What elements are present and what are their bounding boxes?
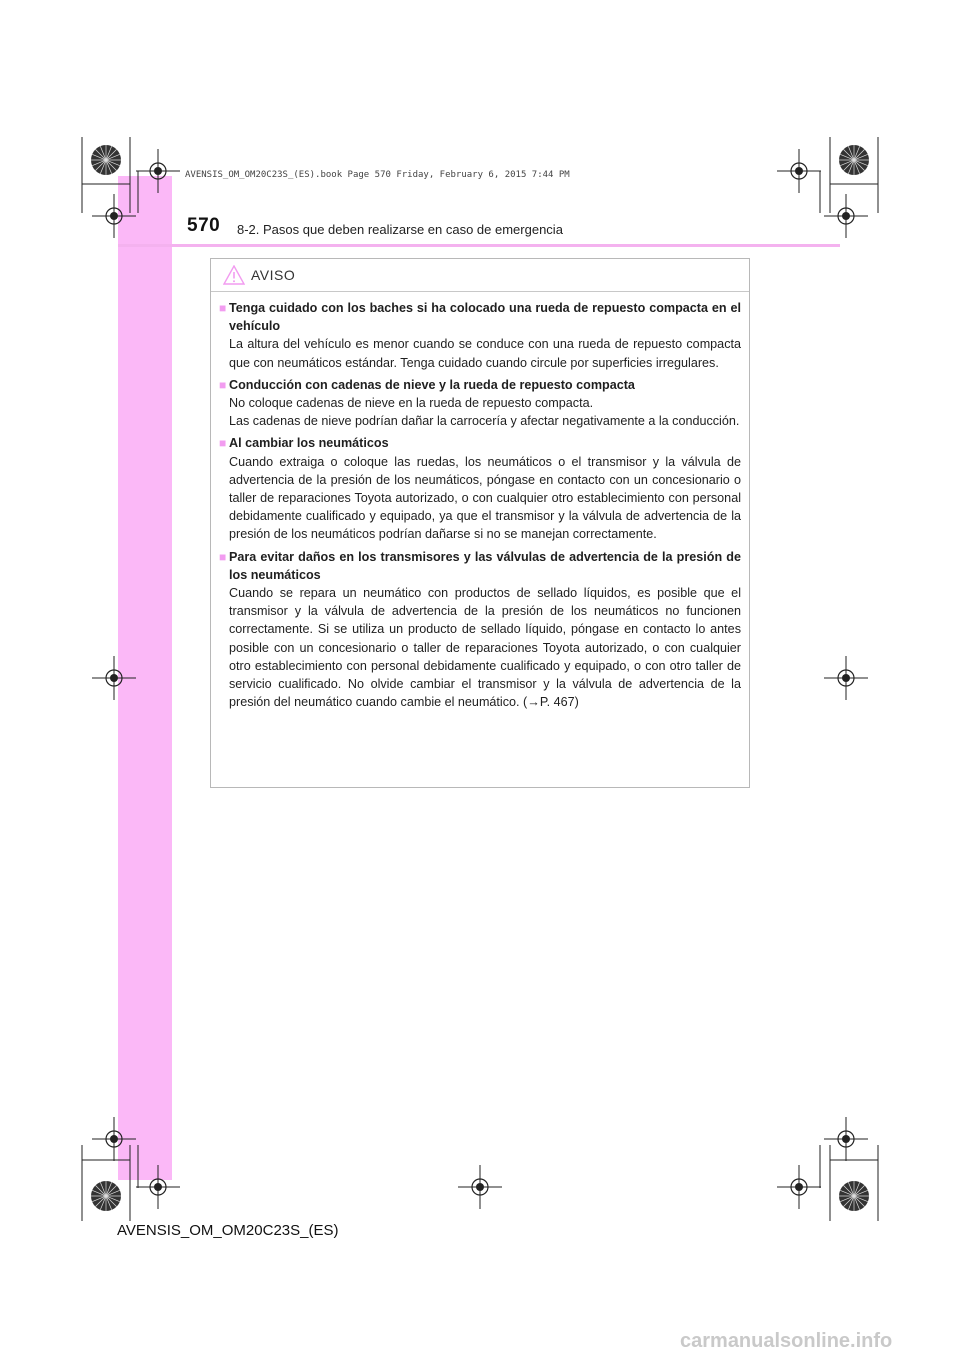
square-bullet-icon: ■ — [219, 436, 227, 451]
warning-item-title: Para evitar daños en los transmisores y las válvulas de advertencia de la presión de los neumáticos — [229, 549, 741, 582]
warning-triangle-icon — [223, 265, 245, 285]
warning-item-title: Al cambiar los neumáticos — [229, 436, 389, 451]
warning-item-paragraph: La altura del vehículo es menor cuando se conduce con una rueda de repuesto compacta que con neumáticos estándar. Tenga cuidado cuando circule por superficies irregulares. — [229, 337, 741, 370]
warning-item — [219, 299, 741, 372]
warning-item-title: Tenga cuidado con los baches si ha colocado una rueda de repuesto compacta en el vehículo — [229, 301, 741, 334]
warning-body — [219, 299, 741, 715]
warning-header — [223, 263, 295, 287]
warning-divider — [211, 291, 749, 292]
warning-item — [219, 376, 741, 431]
section-title: 8-2. Pasos que deben realizarse en caso de emergencia — [237, 222, 563, 237]
warning-item — [219, 434, 741, 543]
warning-box — [210, 258, 750, 788]
square-bullet-icon: ■ — [219, 549, 227, 564]
watermark: carmanualsonline.info — [680, 1330, 893, 1352]
page-number: 570 — [187, 215, 221, 236]
warning-item — [219, 548, 741, 712]
margin-color-strip — [118, 176, 172, 1180]
footer-document-code: AVENSIS_OM_OM20C23S_(ES) — [117, 1222, 339, 1239]
book-stamp: AVENSIS_OM_OM20C23S_(ES).book Page 570 Friday, February 6, 2015 7:44 PM — [185, 170, 570, 180]
warning-item-paragraph: No coloque cadenas de nieve en la rueda de repuesto compacta. — [229, 396, 594, 411]
warning-item-paragraph: Las cadenas de nieve podrían dañar la carrocería y afectar negativamente a la conducción. — [229, 414, 740, 429]
warning-item-paragraph: Cuando se repara un neumático con productos de sellado líquidos, es posible que el transmisor y la válvula de advertencia de la presión de los neumáticos no funcionen correctamente. Si se utiliza un producto de sellado líquido, póngase en contacto lo antes posible con un concesionario o taller de reparaciones Toyota autorizado, o con cualquier otro establecimiento con personal debidamente cualificado y equipado, o con otro taller de servicio cualificado. No olvide cambiar el transmisor y la válvula de advertencia de la presión del neumático cuando cambie el neumático. (→P. 467) — [229, 586, 741, 710]
warning-item-title: Conducción con cadenas de nieve y la rueda de repuesto compacta — [229, 377, 635, 392]
square-bullet-icon: ■ — [219, 377, 227, 392]
header-rule — [118, 244, 840, 247]
square-bullet-icon: ■ — [219, 301, 227, 315]
warning-label: AVISO — [251, 267, 296, 283]
warning-item-paragraph: Cuando extraiga o coloque las ruedas, los neumáticos o el transmisor y la válvula de advertencia de la presión de los neumáticos, póngase en contacto con un concesionario o taller de reparaciones Toyota autorizado, o con cualquier otro establecimiento con personal debidamente cualificado y equipado, ya que el transmisor y la válvula de advertencia de la presión de los neumáticos podrían dañarse si no se manejan correctamente. — [229, 454, 741, 542]
